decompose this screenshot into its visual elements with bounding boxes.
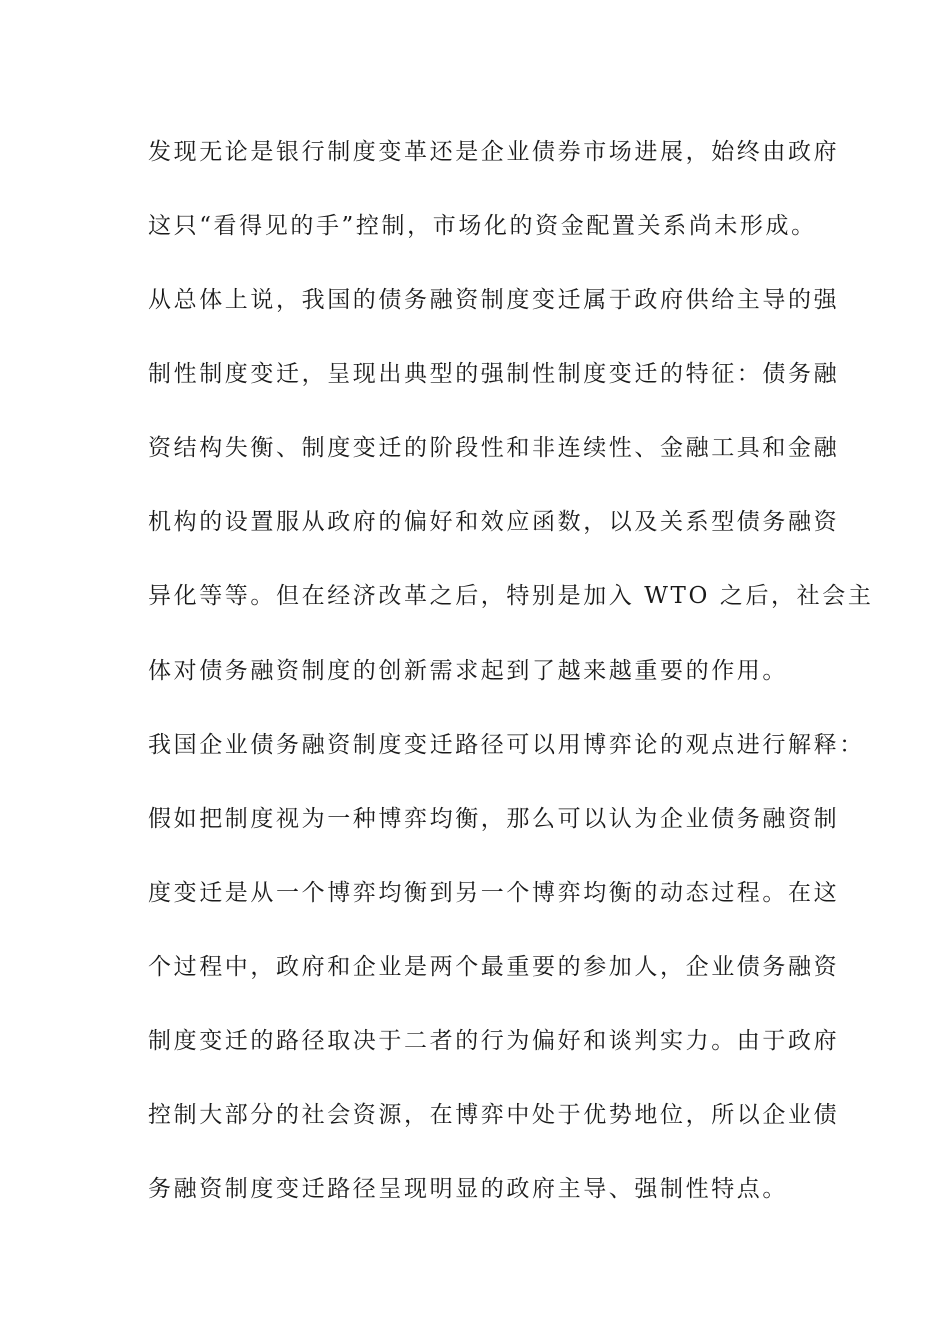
- text-line-15: 务融资制度变迁路径呈现明显的政府主导、强制性特点。: [148, 1176, 788, 1202]
- text-line-13: 制度变迁的路径取决于二者的行为偏好和谈判实力。由于政府: [148, 1028, 840, 1054]
- text-line-5: 资结构失衡、制度变迁的阶段性和非连续性、金融工具和金融: [148, 435, 840, 461]
- text-line-7: 异化等等。但在经济改革之后，特别是加入 WTO 之后，社会主: [148, 583, 874, 609]
- text-line-3: 从总体上说，我国的债务融资制度变迁属于政府供给主导的强: [148, 287, 840, 313]
- text-line-10: 假如把制度视为一种博弈均衡，那么可以认为企业债务融资制: [148, 806, 840, 832]
- text-line-4: 制性制度变迁，呈现出典型的强制性制度变迁的特征：债务融: [148, 361, 840, 387]
- text-line-2: 这只“看得见的手”控制，市场化的资金配置关系尚未形成。: [148, 213, 817, 239]
- text-line-1: 发现无论是银行制度变革还是企业债券市场进展，始终由政府: [148, 139, 840, 165]
- text-line-14: 控制大部分的社会资源，在博弈中处于优势地位，所以企业债: [148, 1102, 840, 1128]
- text-line-11: 度变迁是从一个博弈均衡到另一个博弈均衡的动态过程。在这: [148, 880, 840, 906]
- text-line-6: 机构的设置服从政府的偏好和效应函数，以及关系型债务融资: [148, 509, 840, 535]
- text-line-12: 个过程中，政府和企业是两个最重要的参加人，企业债务融资: [148, 954, 840, 980]
- text-line-8: 体对债务融资制度的创新需求起到了越来越重要的作用。: [148, 658, 788, 684]
- text-line-9: 我国企业债务融资制度变迁路径可以用博弈论的观点进行解释：: [148, 732, 865, 758]
